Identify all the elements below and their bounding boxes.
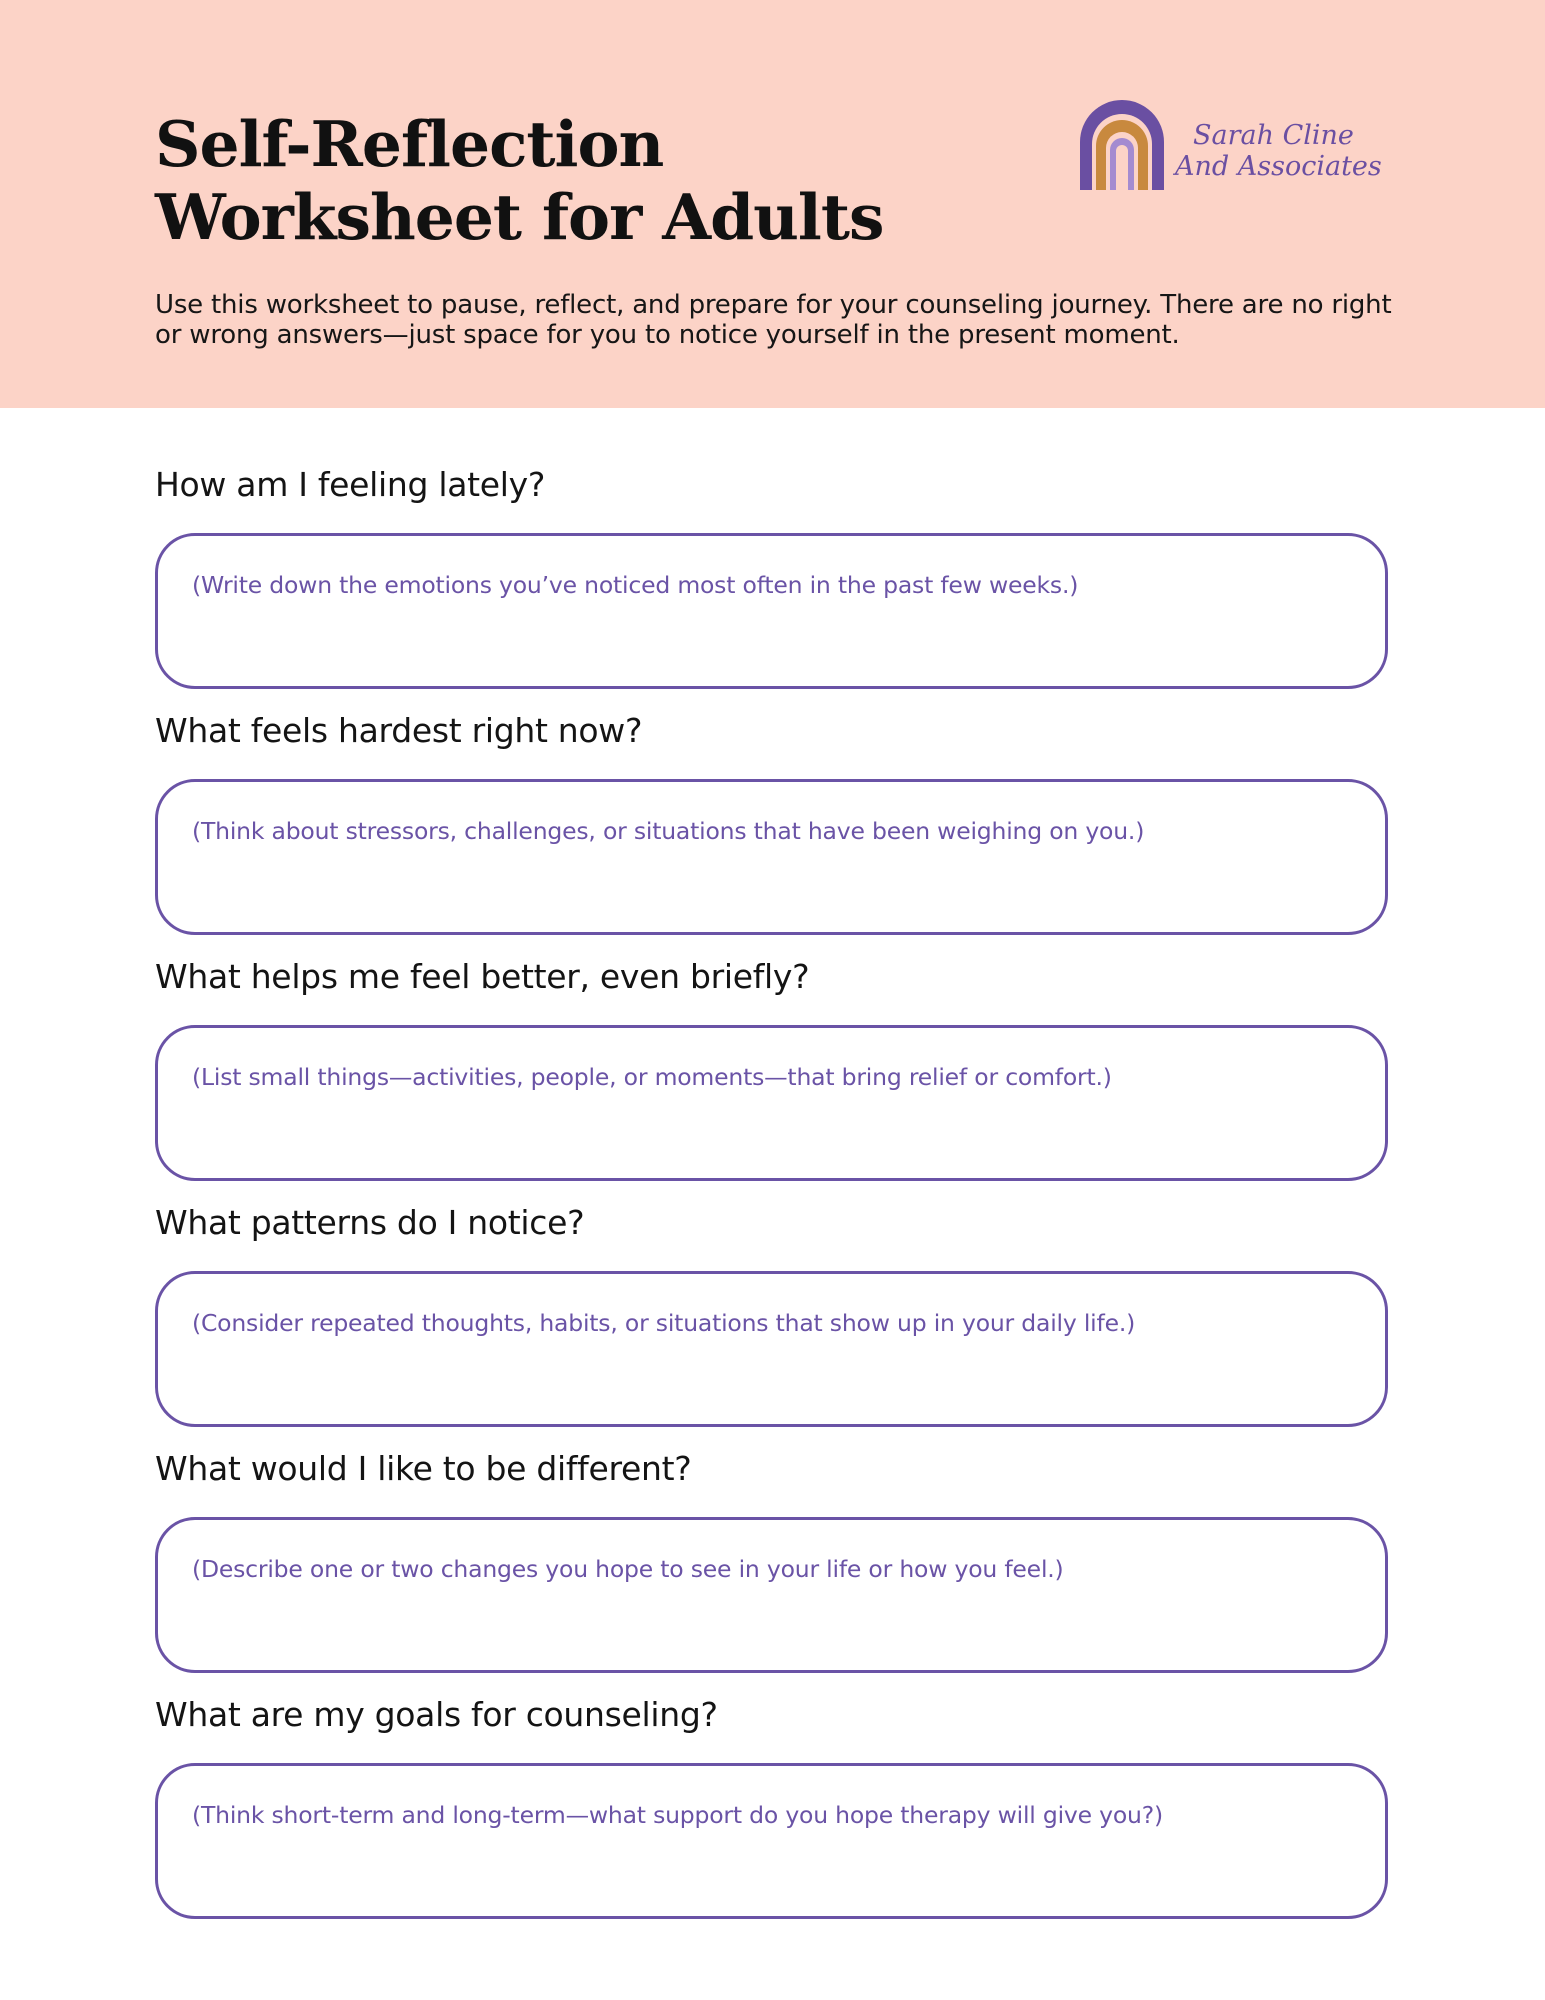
question-label: What helps me feel better, even briefly? [155,957,810,996]
worksheet-section [155,465,1390,711]
company-logo [1080,100,1390,200]
worksheet-section [155,957,1390,1203]
worksheet-sections [155,465,1390,1941]
logo-wordmark [1175,120,1382,182]
answer-box[interactable] [155,1517,1388,1673]
answer-box[interactable] [155,1025,1388,1181]
answer-box[interactable] [155,779,1388,935]
question-label: What patterns do I notice? [155,1203,585,1242]
intro-text: Use this worksheet to pause, reflect, and prepare for your counseling journey. There are no right or wrong answers—just space for you to notice yourself in the present moment. [155,290,1392,350]
answer-box[interactable] [155,533,1388,689]
worksheet-section [155,1695,1390,1941]
answer-hint: (Think short-term and long-term—what support do you hope therapy will give you?) [192,1801,1163,1829]
answer-hint: (Write down the emotions you’ve noticed most often in the past few weeks.) [192,571,1079,599]
worksheet-section [155,1449,1390,1695]
page-title [155,108,883,254]
page-title-line-1: Self-Reflection [155,107,664,181]
logo-name-line-1: Sarah Cline [1193,120,1354,151]
header-banner [0,0,1545,408]
answer-box[interactable] [155,1271,1388,1427]
question-label: What are my goals for counseling? [155,1695,718,1734]
answer-hint: (Think about stressors, challenges, or situations that have been weighing on you.) [192,817,1145,845]
rainbow-arch-icon [1080,100,1164,190]
answer-hint: (Consider repeated thoughts, habits, or situations that show up in your daily life.) [192,1309,1136,1337]
worksheet-section [155,711,1390,957]
logo-name-line-2: And Associates [1175,151,1382,182]
question-label: What would I like to be different? [155,1449,692,1488]
answer-box[interactable] [155,1763,1388,1919]
question-label: What feels hardest right now? [155,711,643,750]
answer-hint: (Describe one or two changes you hope to see in your life or how you feel.) [192,1555,1064,1583]
page-title-line-2: Worksheet for Adults [155,180,884,254]
question-label: How am I feeling lately? [155,465,546,504]
worksheet-section [155,1203,1390,1449]
answer-hint: (List small things—activities, people, or moments—that bring relief or comfort.) [192,1063,1112,1091]
